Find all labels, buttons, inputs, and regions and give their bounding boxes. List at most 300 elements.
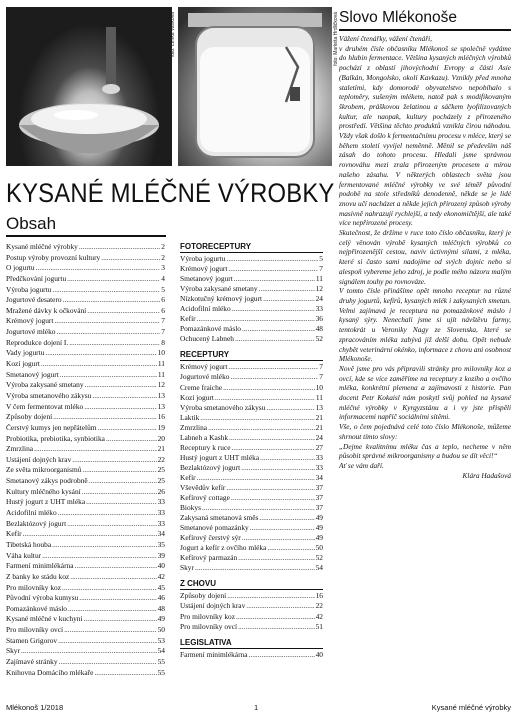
toc-leader-dots bbox=[250, 524, 315, 531]
toc-entry-page: 22 bbox=[315, 602, 323, 611]
article-body bbox=[339, 34, 511, 480]
toc-entry-page: 52 bbox=[315, 554, 323, 563]
toc-entry-title: Kysané mléčné výrobky bbox=[6, 243, 78, 251]
toc-entry-title: Kefír bbox=[180, 473, 196, 482]
toc-leader-dots bbox=[223, 384, 315, 391]
toc-entry-page: 51 bbox=[315, 622, 323, 631]
toc-entry-title: Biokys bbox=[180, 504, 201, 513]
toc-entry-page: 40 bbox=[315, 650, 323, 659]
toc-entry-page: 53 bbox=[157, 636, 165, 645]
toc-entry-title: Čerstvý kumys jen nepřátelům bbox=[6, 423, 97, 432]
toc-entry-title: Nízkotučný krémový jogurt bbox=[180, 295, 263, 304]
toc-entry-page: 12 bbox=[157, 381, 165, 390]
toc-entry-page: 49 bbox=[157, 615, 165, 624]
toc-entry-page: 50 bbox=[157, 626, 165, 635]
toc-entry[interactable] bbox=[6, 349, 165, 360]
toc-section-heading: LEGISLATIVA bbox=[180, 639, 323, 649]
toc-leader-dots bbox=[208, 424, 315, 431]
article-paragraph: Vážení čtenářky, vážení čtenáři, bbox=[339, 34, 433, 43]
toc-entry[interactable] bbox=[180, 305, 323, 315]
toc-entry-page: 21 bbox=[157, 445, 165, 454]
toc-entry-title: Ustájení dojných krav bbox=[180, 602, 246, 611]
toc-entry-title: Jogurt a kefír z ovčího mléka bbox=[180, 544, 267, 553]
toc-leader-dots bbox=[60, 371, 157, 378]
toc-entry[interactable] bbox=[6, 637, 165, 648]
toc-entry-title: Vševědův kefír bbox=[180, 483, 226, 492]
toc-entry[interactable] bbox=[180, 554, 323, 564]
toc-entry-title: Labneh a Kashk bbox=[180, 433, 229, 442]
footer-page-number: 1 bbox=[254, 703, 259, 712]
toc-entry[interactable] bbox=[6, 307, 165, 318]
toc-entry-title: Krémový jogurt bbox=[6, 317, 54, 326]
toc-entry-page: 37 bbox=[315, 483, 323, 492]
toc-leader-dots bbox=[92, 392, 156, 399]
toc-entry-page: 25 bbox=[157, 466, 165, 475]
toc-entry-title: Postup výroby provozní kultury bbox=[6, 253, 101, 262]
toc-entry-page: 21 bbox=[315, 423, 323, 432]
toc-entry-title: Reprodukce dojení I. bbox=[6, 338, 69, 347]
toc-entry[interactable] bbox=[6, 466, 165, 477]
toc-entry[interactable] bbox=[180, 592, 323, 602]
toc-entry[interactable] bbox=[180, 464, 323, 474]
toc-leader-dots bbox=[215, 394, 315, 401]
toc-entry-title: Jogurtové mléko bbox=[180, 373, 230, 382]
toc-entry[interactable] bbox=[180, 394, 323, 404]
toc-entry-title: Stamen Grigorov bbox=[6, 636, 58, 645]
toc-leader-dots bbox=[82, 488, 157, 495]
toc-entry-page: 48 bbox=[157, 604, 165, 613]
toc-entry[interactable] bbox=[6, 530, 165, 541]
toc-entry-page: 6 bbox=[161, 306, 165, 315]
toc-entry-page: 54 bbox=[157, 647, 165, 656]
toc-entry[interactable] bbox=[180, 335, 323, 345]
toc-entry-title: Hustý jogurt z UHT mléka bbox=[180, 453, 260, 462]
footer-section: Kysané mléčné výrobky bbox=[431, 703, 511, 712]
toc-leader-dots bbox=[21, 647, 157, 654]
toc-entry[interactable] bbox=[6, 658, 165, 669]
toc-entry[interactable] bbox=[6, 296, 165, 307]
toc-entry[interactable] bbox=[180, 454, 323, 464]
toc-entry[interactable] bbox=[180, 275, 323, 285]
toc-entry-title: Pro milovníky koz bbox=[6, 583, 62, 592]
toc-entry-page: 42 bbox=[315, 612, 323, 621]
page-title: KYSANÉ MLÉČNÉ VÝROBKY bbox=[6, 178, 335, 208]
toc-entry-title: Bezlaktózový jogurt bbox=[180, 463, 241, 472]
toc-entry-title: Původní výroba kumysu bbox=[6, 594, 79, 603]
toc-leader-dots bbox=[98, 424, 157, 431]
toc-entry[interactable] bbox=[6, 488, 165, 499]
toc-entry[interactable] bbox=[6, 392, 165, 403]
toc-entry-title: Kefírový parmazán bbox=[180, 554, 238, 563]
toc-leader-dots bbox=[246, 602, 314, 609]
toc-leader-dots bbox=[266, 404, 314, 411]
toc-leader-dots bbox=[84, 403, 156, 410]
toc-entry-title: Skyr bbox=[6, 647, 20, 656]
toc-entry-title: Creme fraiche bbox=[180, 383, 223, 392]
toc-entry-title: Bezlaktózový jogurt bbox=[6, 519, 67, 528]
toc-entry-title: Zmrzlina bbox=[6, 445, 34, 454]
toc-entry-page: 33 bbox=[315, 453, 323, 462]
toc-entry[interactable] bbox=[180, 514, 323, 524]
toc-leader-dots bbox=[79, 594, 156, 601]
toc-leader-dots bbox=[263, 295, 315, 302]
toc-entry[interactable] bbox=[6, 264, 165, 275]
toc-leader-dots bbox=[82, 466, 156, 473]
toc-entry[interactable] bbox=[180, 265, 323, 275]
toc-entry[interactable] bbox=[180, 444, 323, 454]
toc-entry[interactable] bbox=[6, 286, 165, 297]
toc-entry-title: Smetanové pomazánky bbox=[180, 524, 249, 533]
toc-entry-title: Vady jogurtu bbox=[6, 349, 45, 358]
toc-leader-dots bbox=[41, 360, 157, 367]
toc-entry-page: 36 bbox=[315, 315, 323, 324]
toc-leader-dots bbox=[202, 504, 315, 511]
toc-entry-title: Jogurtové mléko bbox=[6, 328, 56, 337]
toc-entry-title: Receptury k ruce bbox=[180, 443, 231, 452]
toc-leader-dots bbox=[45, 349, 156, 356]
toc-entry-page: 20 bbox=[157, 434, 165, 443]
toc-entry-page: 5 bbox=[161, 285, 165, 294]
toc-entry-page: 5 bbox=[319, 255, 323, 263]
toc-leader-dots bbox=[238, 554, 314, 561]
toc-entry-title: Kefírový čerstvý sýr bbox=[180, 534, 241, 543]
toc-entry-title: Výroba zakysané smetany bbox=[180, 285, 258, 294]
photo-credit-1: foto: Lenka Vaňková bbox=[170, 12, 176, 58]
toc-leader-dots bbox=[195, 564, 315, 571]
toc-leader-dots bbox=[260, 454, 315, 461]
toc-leader-dots bbox=[36, 264, 161, 271]
toc-entry-title: Pomazánkové máslo bbox=[180, 325, 241, 334]
toc-entry-page: 54 bbox=[315, 564, 323, 573]
toc-leader-dots bbox=[63, 296, 161, 303]
toc-entry-title: Pro milovníky ovcí bbox=[180, 622, 238, 631]
toc-entry-page: 19 bbox=[157, 423, 165, 432]
toc-entry[interactable] bbox=[6, 520, 165, 531]
toc-entry-title: Výroba jogurtu bbox=[6, 285, 52, 294]
toc-entry-title: Ustájení dojných krav bbox=[6, 455, 72, 464]
toc-entry-title: Laktik bbox=[180, 413, 200, 422]
toc-entry[interactable] bbox=[6, 594, 165, 605]
toc-leader-dots bbox=[235, 335, 315, 342]
toc-entry-title: O jogurtu bbox=[6, 264, 35, 273]
toc-entry-title: Hustý jogurt z UHT mléka bbox=[6, 498, 86, 507]
toc-entry-title: Výroba smetanového zákysu bbox=[180, 403, 266, 412]
toc-leader-dots bbox=[56, 328, 160, 335]
toc-entry-page: 40 bbox=[157, 562, 165, 571]
toc-entry[interactable] bbox=[6, 647, 165, 658]
toc-entry-page: 37 bbox=[315, 494, 323, 503]
toc-entry[interactable] bbox=[6, 317, 165, 328]
toc-entry[interactable] bbox=[6, 562, 165, 573]
toc-entry[interactable] bbox=[180, 285, 323, 295]
toc-leader-dots bbox=[197, 474, 315, 481]
toc-entry-page: 4 bbox=[161, 274, 165, 283]
toc-entry-title: Mražené dávky k očkování bbox=[6, 306, 87, 315]
yogurt-bowl-illustration bbox=[6, 7, 172, 166]
toc-entry-page: 55 bbox=[157, 668, 165, 677]
toc-entry[interactable] bbox=[180, 623, 323, 633]
toc-entry-page: 39 bbox=[157, 551, 165, 560]
toc-entry[interactable] bbox=[180, 544, 323, 554]
toc-entry-page: 27 bbox=[315, 443, 323, 452]
toc-entry[interactable] bbox=[6, 381, 165, 392]
toc-entry[interactable] bbox=[6, 445, 165, 456]
toc-entry-page: 11 bbox=[157, 360, 165, 369]
toc-entry[interactable] bbox=[180, 484, 323, 494]
toc-leader-dots bbox=[232, 305, 315, 312]
toc-entry-page: 10 bbox=[157, 349, 165, 358]
toc-entry-page: 37 bbox=[315, 504, 323, 513]
toc-entry-page: 11 bbox=[315, 393, 323, 402]
toc-entry[interactable] bbox=[6, 605, 165, 616]
toc-entry-title: Váha kultur bbox=[6, 551, 42, 560]
toc-entry[interactable] bbox=[6, 413, 165, 424]
toc-entry-title: Kefír bbox=[6, 530, 22, 539]
toc-entry-title: Předčkování jogurtu bbox=[6, 274, 67, 283]
article-heading-rule bbox=[339, 29, 511, 31]
toc-leader-dots bbox=[64, 626, 157, 633]
toc-entry-page: 2 bbox=[161, 253, 165, 262]
toc-leader-dots bbox=[84, 615, 157, 622]
toc-entry-page: 33 bbox=[157, 519, 165, 528]
toc-entry[interactable] bbox=[6, 328, 165, 339]
toc-leader-dots bbox=[42, 552, 157, 559]
article-paragraph: „Dejme kvalitnímu mléku čas a teplo, necheme v něm působit správné mikroorganismy a budou se dít věci!“ bbox=[339, 441, 511, 461]
toc-leader-dots bbox=[85, 381, 157, 388]
toc-entry[interactable] bbox=[6, 509, 165, 520]
toc-entry[interactable] bbox=[180, 504, 323, 514]
article-paragraph: v druhém čísle občasníku Mlékonoš se společně vydáme do hlubin fermentace. Většina kysaných mléčných výrobků pochází z oblastí jihovýchodní Evropy a části Asie (Balkán, Mongolsko, okolí Kavkazu). Vznikly před mnoha staletími, kdy domorodé obyvatelstvo nepobíhalo s teploměry, sušeným mlékem, natož pak s modifikovaným škrobem, práškovou želatinou a sáčkem lyofilizovaných kultur, ale naopak, kultury pocházely z přirozeného prostředí. Většina těchto produktů vznikla čirou náhodou. Vždy však došlo k fermentačnímu procesu v mléce, který se během století vyvíjel neměnně. Měnil se především náš zásah do tohoto procesu. Hledali jsme správnou rovnováhu mezi zrala přirozeným procesem a mírou našeho zásahu. V některých oblastech světa jsou fermentované mléčné výrobky ve své téměř původní podobě na stole středníků denodenně, někde se je lidé znovu učí nacházet a někde jejich přirozený způsob výroby masivně nahrazují rychlejší, a tedy ekonomičtější, ale také více nepřirozené procesy. bbox=[339, 43, 511, 228]
toc-entry[interactable] bbox=[6, 360, 165, 371]
toc-leader-dots bbox=[242, 325, 315, 332]
toc-entry-title: Výroba smetanového zákysu bbox=[6, 391, 92, 400]
toc-leader-dots bbox=[87, 307, 160, 314]
toc-entry-title: Kysané mléčné v kuchyni bbox=[6, 615, 83, 624]
toc-leader-dots bbox=[242, 534, 315, 541]
toc-entry-page: 26 bbox=[157, 487, 165, 496]
toc-entry-page: 13 bbox=[157, 402, 165, 411]
toc-leader-dots bbox=[58, 509, 157, 516]
toc-entry-title: Smetanový zákys podrobně bbox=[6, 477, 88, 486]
toc-leader-dots bbox=[79, 243, 160, 250]
toc-entry-page: 33 bbox=[315, 463, 323, 472]
toc-entry[interactable] bbox=[180, 564, 323, 574]
toc-entry-title: V čem fermentovat mléko bbox=[6, 402, 84, 411]
article-heading: Slovo Mlékonoše bbox=[339, 9, 458, 26]
toc-leader-dots bbox=[234, 275, 315, 282]
toc-leader-dots bbox=[67, 520, 156, 527]
toc-leader-dots bbox=[230, 373, 318, 380]
toc-leader-dots bbox=[228, 265, 318, 272]
toc-entry[interactable] bbox=[180, 524, 323, 534]
article-paragraph: Skutečnost, že držíme v ruce toto číslo občasníku, který je celý věnován výrobě kysaných mléčných výrobků co nejpřirozenější cestou, naviv úctivnými silami, z mléka, které si často sami nadojíme od svých dojnic nebo si alespoň vybereme jeho zdroj, je podle mého názoru malým signálem touhy po rovnováze. bbox=[339, 228, 511, 286]
toc-entry[interactable] bbox=[180, 414, 323, 424]
toc-heading-rule bbox=[6, 235, 166, 237]
toc-section-heading: FOTORECEPTURY bbox=[180, 243, 323, 253]
toc-entry[interactable] bbox=[180, 651, 323, 661]
toc-entry[interactable] bbox=[180, 424, 323, 434]
toc-leader-dots bbox=[241, 464, 314, 471]
toc-entry[interactable] bbox=[6, 424, 165, 435]
toc-entry[interactable] bbox=[180, 384, 323, 394]
toc-entry-page: 7 bbox=[319, 265, 323, 274]
toc-entry[interactable] bbox=[180, 602, 323, 612]
toc-entry[interactable] bbox=[6, 626, 165, 637]
toc-entry[interactable] bbox=[6, 339, 165, 350]
toc-leader-dots bbox=[226, 255, 318, 262]
toc-leader-dots bbox=[228, 363, 318, 370]
toc-entry[interactable] bbox=[180, 534, 323, 544]
photo-yogurt-bowl bbox=[6, 7, 172, 166]
toc-leader-dots bbox=[34, 445, 157, 452]
toc-entry-title: Smetanový jogurt bbox=[180, 275, 233, 284]
toc-entry-page: 16 bbox=[315, 592, 323, 601]
toc-entry[interactable] bbox=[6, 243, 165, 254]
toc-entry-page: 50 bbox=[315, 544, 323, 553]
toc-leader-dots bbox=[75, 562, 157, 569]
toc-leader-dots bbox=[236, 613, 315, 620]
toc-entry-page: 34 bbox=[157, 530, 165, 539]
toc-entry-title: Zajímavé stránky bbox=[6, 657, 58, 666]
toc-entry-title: Farmení minimlékárna bbox=[180, 650, 248, 659]
toc-entry-page: 16 bbox=[157, 413, 165, 422]
toc-leader-dots bbox=[52, 286, 160, 293]
toc-entry-page: 34 bbox=[315, 473, 323, 482]
photo-credit-2: foto: Markéta Hrdličková bbox=[333, 12, 339, 66]
toc-entry-page: 6 bbox=[161, 296, 165, 305]
toc-entry-page: 12 bbox=[315, 285, 323, 294]
toc-column-2 bbox=[180, 243, 323, 661]
toc-entry[interactable] bbox=[180, 494, 323, 504]
toc-entry-page: 46 bbox=[157, 594, 165, 603]
toc-entry-page: 13 bbox=[157, 391, 165, 400]
toc-entry-title: Tibetská houba bbox=[6, 540, 52, 549]
toc-entry-page: 7 bbox=[161, 317, 165, 326]
toc-entry-title: Způsoby dojení bbox=[6, 413, 53, 422]
toc-entry-page: 7 bbox=[319, 363, 323, 372]
toc-entry-page: 7 bbox=[319, 373, 323, 382]
toc-entry-page: 3 bbox=[161, 264, 165, 273]
toc-entry-title: Acidofilní mléko bbox=[6, 509, 57, 518]
toc-entry-title: Farmení minimlékárna bbox=[6, 562, 74, 571]
toc-entry-title: Z banky ke stádu koz bbox=[6, 572, 70, 581]
toc-entry-title: Kozí jogurt bbox=[180, 393, 214, 402]
toc-entry[interactable] bbox=[180, 325, 323, 335]
toc-entry-page: 55 bbox=[157, 657, 165, 666]
toc-entry[interactable] bbox=[180, 255, 323, 265]
toc-leader-dots bbox=[101, 254, 160, 261]
toc-entry-page: 13 bbox=[315, 403, 323, 412]
toc-entry[interactable] bbox=[6, 669, 165, 680]
toc-entry-page: 33 bbox=[157, 509, 165, 518]
toc-entry-title: Acidofilní mléko bbox=[180, 305, 231, 314]
toc-leader-dots bbox=[227, 592, 314, 599]
toc-leader-dots bbox=[231, 444, 314, 451]
toc-entry[interactable] bbox=[6, 584, 165, 595]
toc-leader-dots bbox=[23, 530, 157, 537]
toc-leader-dots bbox=[86, 498, 157, 505]
toc-leader-dots bbox=[68, 605, 157, 612]
toc-entry-page: 49 bbox=[315, 534, 323, 543]
toc-entry[interactable] bbox=[6, 552, 165, 563]
toc-entry[interactable] bbox=[180, 474, 323, 484]
toc-entry[interactable] bbox=[6, 254, 165, 265]
toc-entry[interactable] bbox=[6, 435, 165, 446]
toc-entry[interactable] bbox=[180, 315, 323, 325]
toc-entry[interactable] bbox=[180, 613, 323, 623]
toc-entry[interactable] bbox=[6, 573, 165, 584]
footer-issue: Mlékonoš 1/2018 bbox=[6, 703, 64, 712]
toc-entry[interactable] bbox=[180, 295, 323, 305]
toc-entry-title: Pomazánkové máslo bbox=[6, 604, 67, 613]
toc-entry-page: 33 bbox=[315, 305, 323, 314]
article-signature: Klára Hadašová bbox=[462, 470, 511, 480]
toc-section-heading: RECEPTURY bbox=[180, 351, 323, 361]
toc-entry[interactable] bbox=[6, 541, 165, 552]
toc-entry-page: 52 bbox=[315, 335, 323, 344]
toc-leader-dots bbox=[70, 573, 156, 580]
toc-entry[interactable] bbox=[180, 404, 323, 414]
toc-entry-page: 21 bbox=[315, 413, 323, 422]
toc-entry-page: 8 bbox=[161, 338, 165, 347]
toc-entry[interactable] bbox=[180, 434, 323, 444]
toc-entry-title: Kefírový cottage bbox=[180, 494, 230, 503]
toc-leader-dots bbox=[72, 456, 156, 463]
toc-entry[interactable] bbox=[6, 371, 165, 382]
toc-entry-page: 35 bbox=[157, 540, 165, 549]
toc-entry-title: Probiotika, prebiotika, synbiotika bbox=[6, 434, 105, 443]
toc-entry-page: 22 bbox=[157, 455, 165, 464]
article-paragraph: Vše, o čem pojednává celé toto číslo Mlékonoše, můžeme shrnout tímto slovy: bbox=[339, 422, 511, 441]
toc-leader-dots bbox=[106, 435, 157, 442]
toc-entry-page: 42 bbox=[157, 572, 165, 581]
toc-entry-page: 24 bbox=[315, 295, 323, 304]
toc-entry-title: Výroba jogurtu bbox=[180, 255, 226, 263]
toc-leader-dots bbox=[53, 413, 156, 420]
toc-entry-title: Ze světa mikroorganismů bbox=[6, 466, 82, 475]
toc-entry-title: Výroba zakysané smetany bbox=[6, 381, 84, 390]
toc-entry-page: 49 bbox=[315, 524, 323, 533]
toc-entry-title: Knihovna Domácího mlékaře bbox=[6, 668, 94, 677]
toc-entry-page: 11 bbox=[157, 370, 165, 379]
article-paragraph: Ať se vám daří. bbox=[339, 460, 384, 470]
toc-entry[interactable] bbox=[6, 275, 165, 286]
editorial-article bbox=[339, 9, 511, 480]
toc-leader-dots bbox=[69, 339, 160, 346]
toc-entry[interactable] bbox=[6, 615, 165, 626]
toc-leader-dots bbox=[200, 414, 314, 421]
toc-entry-page: 24 bbox=[315, 433, 323, 442]
toc-leader-dots bbox=[52, 541, 157, 548]
toc-entry[interactable] bbox=[6, 498, 165, 509]
toc-entry[interactable] bbox=[6, 477, 165, 488]
toc-entry[interactable] bbox=[180, 373, 323, 383]
toc-entry-title: Zakysaná smetanová směs bbox=[180, 514, 259, 523]
toc-entry-page: 48 bbox=[315, 325, 323, 334]
toc-entry-page: 7 bbox=[161, 328, 165, 337]
toc-entry-page: 25 bbox=[157, 477, 165, 486]
photo-yogurt-jar bbox=[178, 7, 332, 166]
toc-leader-dots bbox=[58, 637, 156, 644]
toc-entry-title: Krémový jogurt bbox=[180, 265, 228, 274]
toc-leader-dots bbox=[231, 494, 315, 501]
toc-leader-dots bbox=[67, 275, 160, 282]
toc-entry-page: 49 bbox=[315, 514, 323, 523]
toc-entry[interactable] bbox=[180, 363, 323, 373]
toc-entry[interactable] bbox=[6, 403, 165, 414]
toc-leader-dots bbox=[267, 544, 314, 551]
toc-entry[interactable] bbox=[6, 456, 165, 467]
